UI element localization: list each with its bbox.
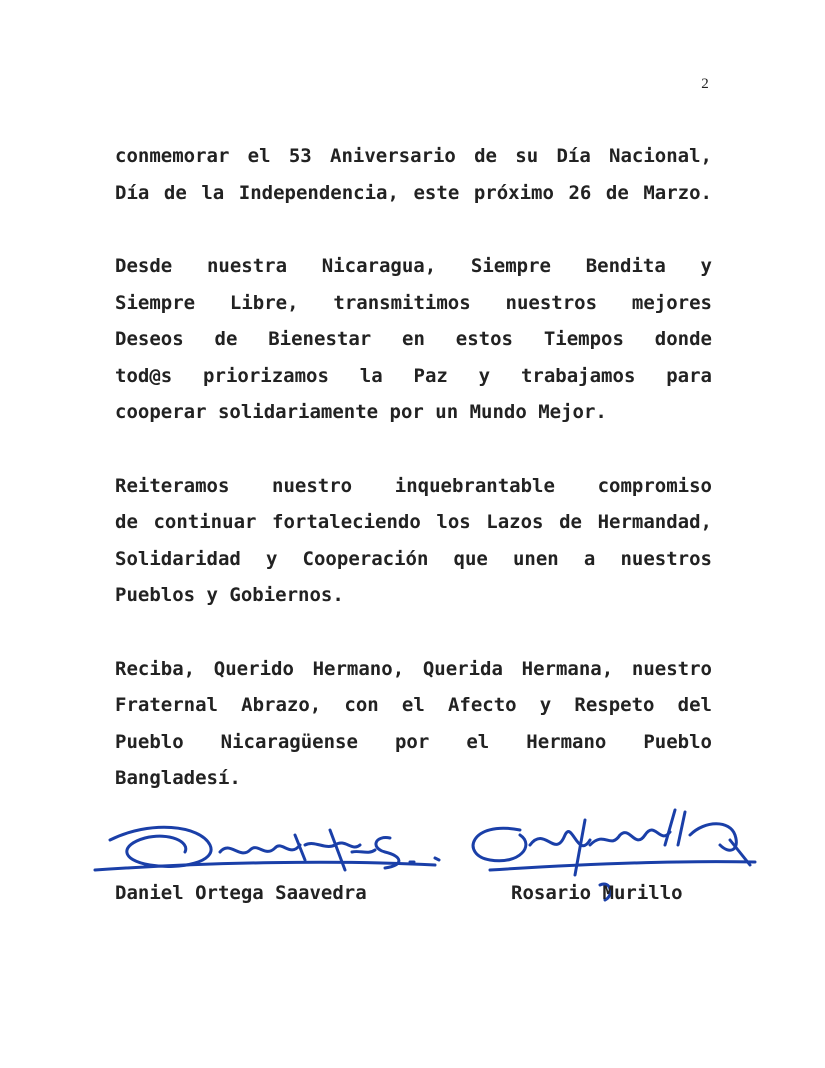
text-line: Desde nuestra Nicaragua, Siempre Bendita y [115, 255, 712, 277]
text-line: Pueblo Nicaragüense por el Hermano Pueblo [115, 730, 712, 753]
paragraph-1 [115, 138, 712, 211]
text-line: Fraternal Abrazo, con el Afecto y Respeto del [115, 694, 712, 716]
text-line: Solidaridad y Cooperación que unen a nuestros [115, 547, 712, 570]
paragraph-4 [115, 651, 712, 797]
text-line: Día de la Independencia, este próximo 26 de Marzo. [115, 181, 712, 204]
signature-daniel-ortega [95, 827, 439, 870]
text-line: Reiteramos nuestro inquebrantable compromiso [115, 474, 712, 497]
text-line: conmemorar el 53 Aniversario de su Día Nacional, [115, 145, 712, 167]
signature-block [90, 790, 770, 920]
text-line: Deseos de Bienestar en estos Tiempos donde [115, 328, 712, 350]
paragraph-3 [115, 468, 712, 614]
text-line: Siempre Libre, transmitimos nuestros mejores [115, 291, 712, 314]
text-line: cooperar solidariamente por un Mundo Mejor. [115, 401, 607, 423]
text-line: Bangladesí. [115, 767, 241, 789]
text-line: Reciba, Querido Hermano, Querida Hermana, nuestro [115, 657, 712, 680]
page-number: 2 [701, 76, 709, 92]
text-line: tod@s priorizamos la Paz y trabajamos para [115, 364, 712, 387]
text-line: Pueblos y Gobiernos. [115, 584, 344, 606]
text-line: de continuar fortaleciendo los Lazos de Hermandad, [115, 511, 712, 533]
signatory-name-rosario-murillo: Rosario Murillo [511, 882, 683, 904]
signatory-name-daniel-ortega: Daniel Ortega Saavedra [115, 882, 367, 904]
paragraph-2 [115, 248, 712, 431]
letter-body [115, 138, 712, 834]
